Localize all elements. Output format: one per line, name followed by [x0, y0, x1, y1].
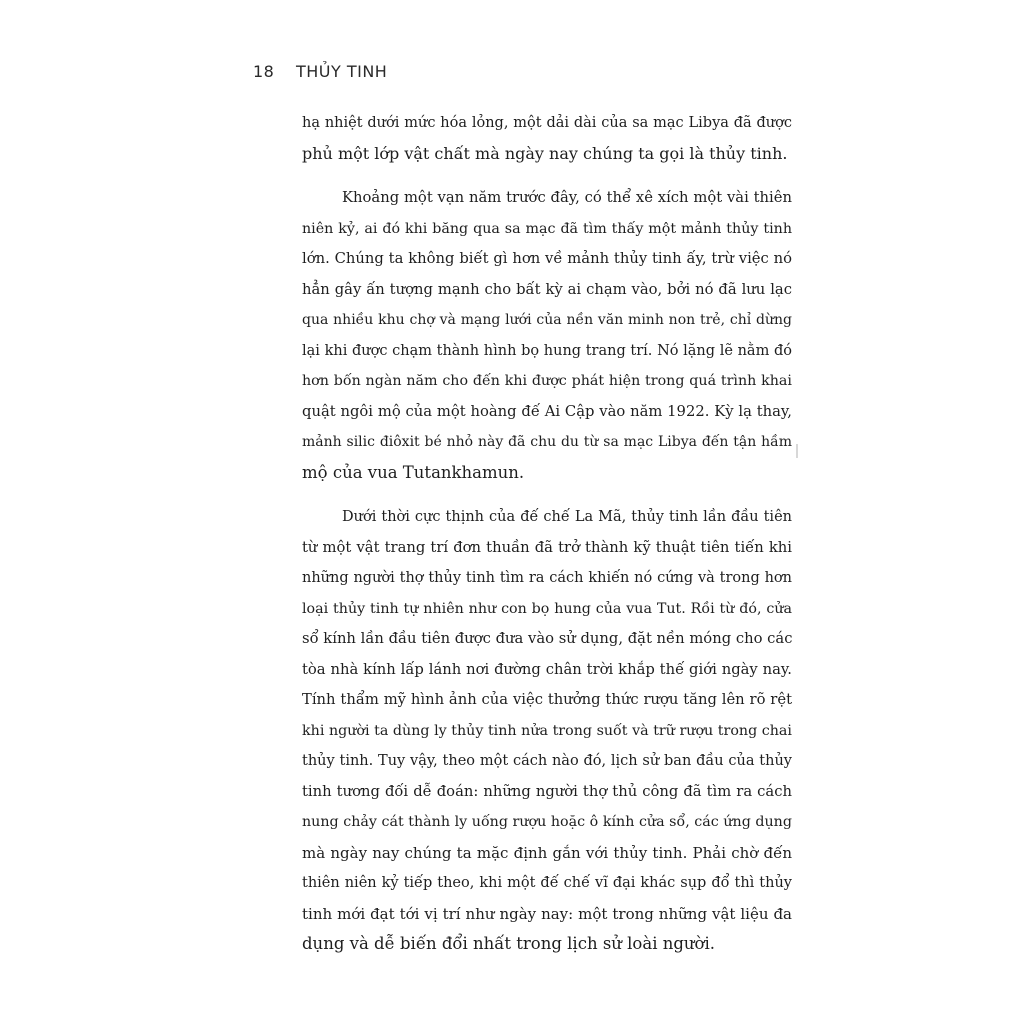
text-line: thủy tinh. Tuy vậy, theo một cách nào đó, lịch sử ban đầu của thủy: [302, 753, 792, 769]
text-line: mà ngày nay chúng ta mặc định gắn với thủy tinh. Phải chờ đến: [302, 843, 792, 862]
paragraph: [302, 108, 792, 169]
text-line: tinh tương đối dễ đoán: những người thợ thủ công đã tìm ra cách: [302, 782, 792, 800]
text-line: từ một vật trang trí đơn thuần đã trở thành kỹ thuật tiên tiến khi: [302, 538, 792, 556]
page-number: 18: [253, 62, 275, 81]
text-line: mộ của vua Tutankhamun.: [302, 462, 525, 482]
text-line: Khoảng một vạn năm trước đây, có thể xê xích một vài thiên: [342, 189, 792, 206]
text-line: tòa nhà kính lấp lánh nơi đường chân trời khắp thế giới ngày nay.: [302, 660, 792, 678]
text-line: Dưới thời cực thịnh của đế chế La Mã, thủy tinh lần đầu tiên: [342, 509, 792, 525]
text-line: nung chảy cát thành ly uống rượu hoặc ô kính cửa sổ, các ứng dụng: [302, 814, 792, 830]
text-line: những người thợ thủy tinh tìm ra cách khiến nó cứng và trong hơn: [302, 570, 792, 586]
text-line: mảnh silic điôxit bé nhỏ này đã chu du từ sa mạc Libya đến tận hầm: [302, 434, 792, 450]
text-line: tinh mới đạt tới vị trí như ngày nay: một trong những vật liệu đa: [302, 904, 792, 923]
margin-mark: [796, 444, 798, 458]
text-line: dụng và dễ biến đổi nhất trong lịch sử loài người.: [302, 934, 715, 953]
text-line: quật ngôi mộ của một hoàng đế Ai Cập vào năm 1922. Kỳ lạ thay,: [302, 402, 792, 420]
body-text: [302, 108, 792, 960]
running-header: [253, 62, 387, 81]
text-line: niên kỷ, ai đó khi băng qua sa mạc đã tìm thấy một mảnh thủy tinh: [302, 220, 792, 237]
text-line: thiên niên kỷ tiếp theo, khi một đế chế vĩ đại khác sụp đổ thì thủy: [302, 875, 792, 891]
paragraph: [302, 183, 792, 488]
text-line: hẳn gây ấn tượng mạnh cho bất kỳ ai chạm vào, bởi nó đã lưu lạc: [302, 280, 792, 298]
text-line: sổ kính lần đầu tiên được đưa vào sử dụng, đặt nền móng cho các: [302, 630, 793, 647]
text-line: khi người ta dùng ly thủy tinh nửa trong suốt và trữ rượu trong chai: [302, 722, 792, 739]
chapter-title: THỦY TINH: [295, 62, 388, 81]
text-line: phủ một lớp vật chất mà ngày nay chúng ta gọi là thủy tinh.: [302, 143, 788, 163]
text-line: loại thủy tinh tự nhiên như con bọ hung của vua Tut. Rồi từ đó, cửa: [302, 600, 792, 617]
text-line: hạ nhiệt dưới mức hóa lỏng, một dải dài của sa mạc Libya đã được: [302, 115, 792, 131]
text-line: hơn bốn ngàn năm cho đến khi được phát hiện trong quá trình khai: [302, 373, 792, 389]
paragraph: [302, 502, 792, 960]
text-line: lại khi được chạm thành hình bọ hung trang trí. Nó lặng lẽ nằm đó: [302, 342, 792, 359]
text-line: Tính thẩm mỹ hình ảnh của việc thưởng thức rượu tăng lên rõ rệt: [302, 691, 792, 708]
text-line: lớn. Chúng ta không biết gì hơn về mảnh thủy tinh ấy, trừ việc nó: [302, 250, 792, 267]
text-line: qua nhiều khu chợ và mạng lưới của nền văn minh non trẻ, chỉ dừng: [302, 312, 792, 328]
